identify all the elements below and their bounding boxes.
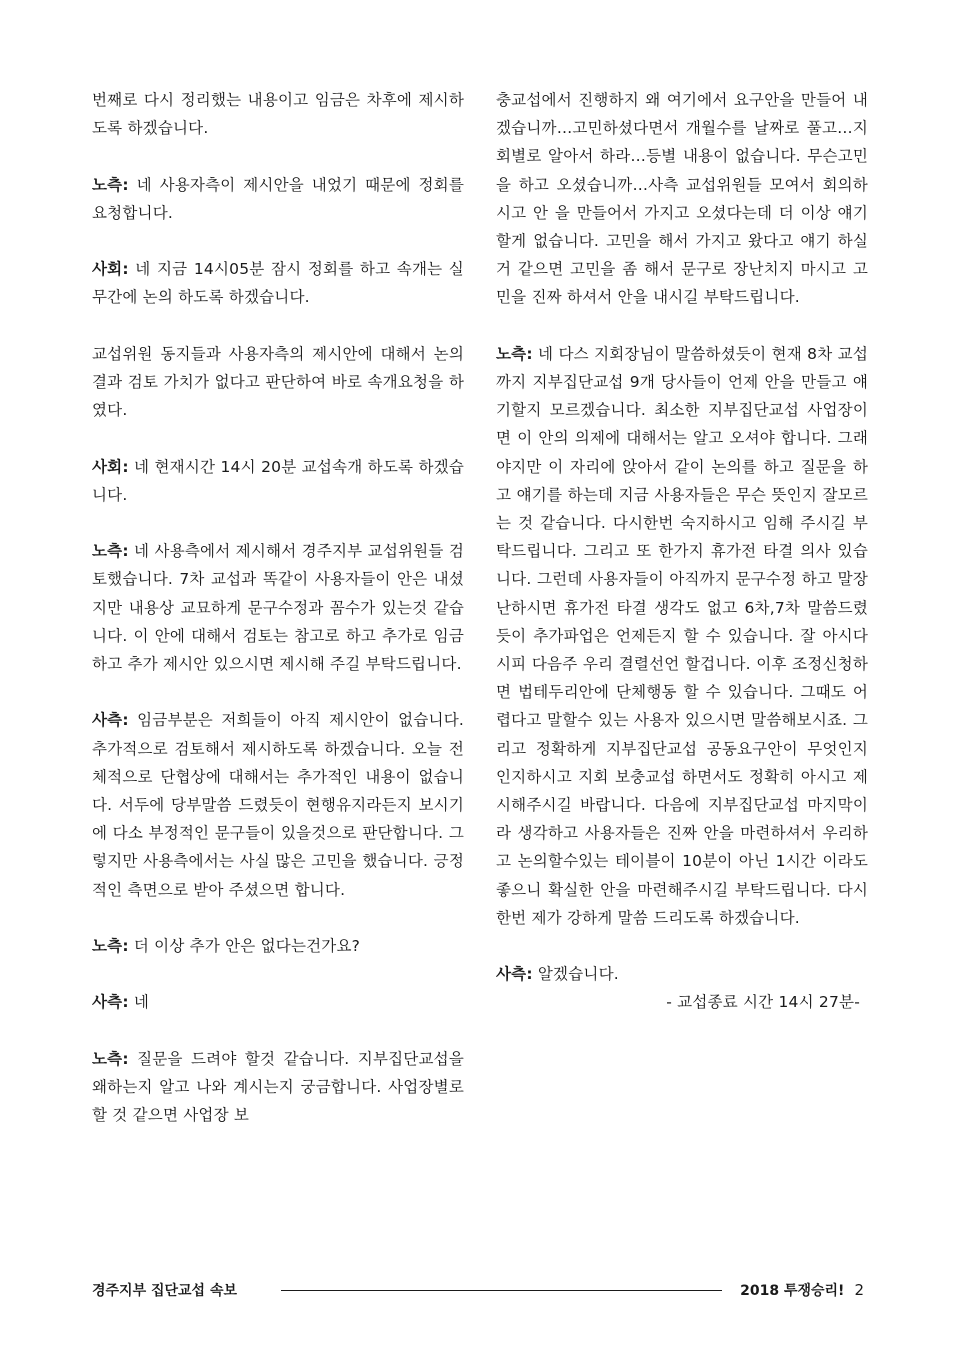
- speaker-label: 노측:: [92, 175, 129, 194]
- speaker-label: 사측:: [92, 993, 129, 1012]
- paragraph-text: 네 현재시간 14시 20분 교섭속개 하도록 하겠습니다.: [92, 457, 464, 504]
- paragraph: [92, 706, 464, 903]
- paragraph-text: 질문을 드려야 할것 같습니다. 지부집단교섭을 왜하는지 알고 나와 계시는지 궁금합니다. 사업장별로 할 것 같으면 사업장 보: [92, 1049, 464, 1125]
- right-column: [496, 86, 868, 1017]
- closing-note: - 교섭종료 시간 14시 27분-: [666, 993, 860, 1012]
- paragraph: [92, 1045, 464, 1130]
- paragraph: [92, 932, 464, 960]
- paragraph: [496, 960, 868, 988]
- page-number: 2: [854, 1281, 864, 1299]
- paragraph-text: 충교섭에서 진행하지 왜 여기에서 요구안을 만들어 내겠습니까…고민하셨다면서 개월수를 날짜로 풀고…지회별로 알아서 하라…등별 내용이 없습니다. 무슨고민을 하고 오셨습니까…사측 교섭위원들 모여서 회의하시고 안 을 만들어서 가지고 오셨다는데 더 이상 얘기할게 없습니다. 고민을 해서 가지고 왔다고 얘기 하실거 같으면 고민을 좀 해서 문구로 장난치지 마시고 고민을 진짜 하셔서 안을 내시길 부탁드립니다.: [496, 91, 868, 307]
- paragraph-text: 임금부분은 저희들이 아직 제시안이 없습니다. 추가적으로 검토해서 제시하도록 하겠습니다. 오늘 전체적으로 단협상에 대해서는 추가적인 내용이 없습니다. 서두에 당부말씀 드렸듯이 현행유지라든지 보시기에 다소 부정적인 문구들이 있을것으로 판단합니다. 그렇지만 사용측에서는 사실 많은 고민을 했습니다. 긍정적인 측면으로 받아 주셨으면 합니다.: [92, 711, 464, 899]
- paragraph: [92, 453, 464, 509]
- page-footer: [92, 1278, 864, 1302]
- paragraph: [92, 86, 464, 142]
- paragraph-text: 네 지금 14시05분 잠시 정회를 하고 속개는 실무간에 논의 하도록 하겠습니다.: [92, 260, 464, 307]
- speaker-label: 노측:: [496, 344, 533, 363]
- speaker-label: 사회:: [92, 457, 129, 476]
- paragraph-text: 더 이상 추가 안은 없다는건가요?: [128, 936, 361, 955]
- speaker-label: 사측:: [92, 711, 129, 730]
- speaker-label: 노측:: [92, 542, 129, 561]
- paragraph-text: 교섭위원 동지들과 사용자측의 제시안에 대해서 논의결과 검토 가치가 없다고 판단하여 바로 속개요청을 하였다.: [92, 344, 464, 420]
- paragraph-text: 알겠습니다.: [532, 965, 619, 984]
- paragraph-text: 네 사용자측이 제시안을 내었기 때문에 정회를 요청합니다.: [92, 175, 464, 222]
- paragraph: [92, 988, 464, 1016]
- footer-divider: [281, 1290, 722, 1291]
- paragraph-text: 번째로 다시 정리했는 내용이고 임금은 차후에 제시하도록 하겠습니다.: [92, 91, 464, 138]
- left-column: [92, 86, 464, 1158]
- footer-title: 경주지부 집단교섭 속보: [92, 1283, 237, 1299]
- paragraph-text: 네 사용측에서 제시해서 경주지부 교섭위원들 검토했습니다. 7차 교섭과 똑같이 사용자들이 안은 내셨지만 내용상 교묘하게 문구수정과 꼼수가 있는것 같습니다. 이 안에 대해서 검토는 참고로 하고 추가로 임금하고 추가 제시안 있으시면 제시해 주길 부탁드립니다.: [92, 542, 464, 673]
- paragraph: [496, 86, 868, 312]
- paragraph: [496, 340, 868, 932]
- paragraph-text: 네 다스 지회장님이 말씀하셨듯이 현재 8차 교섭까지 지부집단교섭 9개 당사들이 언제 안을 만들고 얘기할지 모르겠습니다. 최소한 지부집단교섭 사업장이면 이 안의 의제에 대해서는 알고 오셔야 합니다. 그래야지만 이 자리에 앉아서 같이 논의를 하고 질문을 하고 얘기를 하는데 지금 사용자들은 무슨 뜻인지 잘모르는 것 같습니다. 다시한번 숙지하시고 임해 주시길 부탁드립니다. 그리고 또 한가지 휴가전 타결 의사 있습니다. 그런데 사용자들이 아직까지 문구수정 하고 말장난하시면 휴가전 타결 생각도 없고 6차,7차 말씀드렸듯이 추가파업은 언제든지 할 수 있습니다. 잘 아시다시피 다음주 우리 결렬선언 할겁니다. 이후 조정신청하면 법테두리안에 단체행동 할 수 있습니다. 그때도 어렵다고 말할수 있는 사용자 있으시면 말씀해보시죠. 그리고 정확하게 지부집단교섭 공동요구안이 무엇인지 인지하시고 지회 보충교섭 하면서도 정확히 아시고 제시해주시길 바랍니다. 다음에 지부집단교섭 마지막이라 생각하고 사용자들은 진짜 안을 마련하셔서 우리하고 논의할수있는 테이블이 10분이 아닌 1시간 이라도 좋으니 확실한 안을 마련해주시길 부탁드립니다. 다시한번 제가 강하게 말씀 드리도록 하겠습니다.: [496, 344, 868, 927]
- paragraph-text: 네: [128, 993, 150, 1012]
- speaker-label: 사회:: [92, 260, 129, 279]
- paragraph: [92, 255, 464, 311]
- speaker-label: 노측:: [92, 936, 129, 955]
- paragraph: [92, 171, 464, 227]
- speaker-label: 사측:: [496, 965, 533, 984]
- paragraph: [92, 340, 464, 425]
- footer-slogan: 2018 투쟁승리!: [740, 1283, 845, 1299]
- speaker-label: 노측:: [92, 1049, 129, 1068]
- paragraph: [92, 537, 464, 678]
